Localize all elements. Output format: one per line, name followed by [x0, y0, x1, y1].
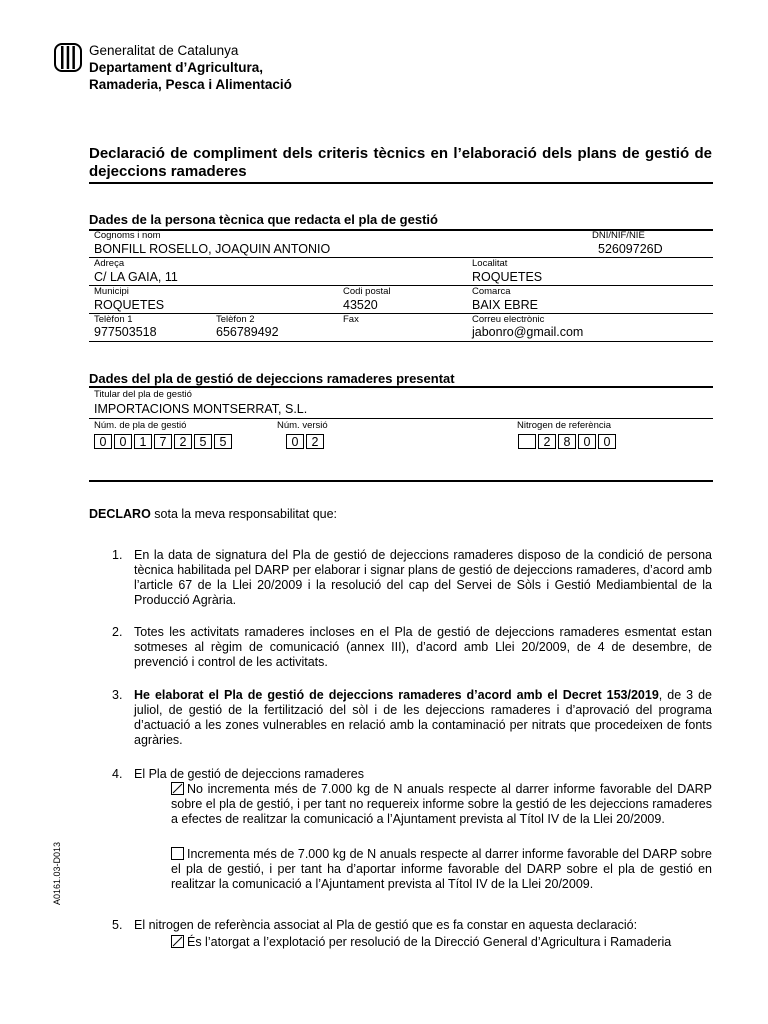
plan-rule-top: [89, 386, 713, 388]
option-increase: [171, 847, 712, 892]
option-no-increase: [171, 782, 712, 827]
row-rule: [89, 285, 713, 286]
region-value: BAIX EBRE: [472, 298, 538, 312]
digit-box: 8: [558, 434, 576, 449]
dni-value: 52609726D: [598, 242, 663, 256]
region-label: Comarca: [472, 286, 511, 297]
increase-text: Incrementa més de 7.000 kg de N anuals respecte al darrer informe favorable del DARP sobre el pla de gestió, i per tant ha d’aportar informe favorable del DARP sobre el pla de gestió en realitzar la comunicació a l’Ajuntament prevista al Títol IV de la Llei 20/2009.: [171, 847, 712, 891]
dept-line1: Departament d’Agricultura,: [89, 60, 264, 75]
plan-section-heading: Dades del pla de gestió de dejeccions ramaderes presentat: [89, 371, 455, 386]
row-rule: [89, 313, 713, 314]
digit-box: 5: [214, 434, 232, 449]
digit-box: 2: [306, 434, 324, 449]
address-label: Adreça: [94, 258, 125, 269]
digit-box: 5: [194, 434, 212, 449]
plan-number-boxes: [94, 434, 234, 449]
item4-text: El Pla de gestió de dejeccions ramaderes: [134, 767, 364, 781]
option-granted: [171, 935, 712, 950]
nitrogen-boxes: [518, 434, 618, 449]
item3-number: 3.: [112, 688, 123, 702]
name-label: Cognoms i nom: [94, 230, 161, 241]
locality-value: ROQUETES: [472, 270, 543, 284]
digit-box: 1: [134, 434, 152, 449]
item2-number: 2.: [112, 625, 123, 639]
nitrogen-label: Nitrogen de referència: [517, 420, 611, 431]
granted-checkbox[interactable]: [171, 935, 184, 948]
postal-code-value: 43520: [343, 298, 378, 312]
holder-label: Titular del pla de gestió: [94, 389, 192, 400]
dept-line2: Ramaderia, Pesca i Alimentació: [89, 77, 292, 92]
form-code: A0161.03-D013: [52, 841, 62, 905]
digit-box: 2: [174, 434, 192, 449]
document-title: Declaració de compliment dels criteris tècnics en l’elaboració dels plans de gestió de dejeccions ramaderes: [89, 145, 712, 180]
item4-number: 4.: [112, 767, 123, 781]
declaro-line: [89, 507, 337, 522]
locality-label: Localitat: [472, 258, 508, 269]
fax-label: Fax: [343, 314, 359, 325]
no-increase-checkbox[interactable]: [171, 782, 184, 795]
municipality-label: Municipi: [94, 286, 129, 297]
digit-box: 0: [286, 434, 304, 449]
item3-rest: , de 3 de juliol, de gestió de la fertilització del sòl i de les dejeccions ramaderes i d’aprovació del programa d’actuació a les zones vulnerables en relació amb la contaminació per nitrats que procedeixen de fonts agràries.: [134, 688, 712, 747]
digit-box: 0: [578, 434, 596, 449]
phone1-label: Telèfon 1: [94, 314, 133, 325]
version-boxes: [286, 434, 326, 449]
item3-bold: He elaborat el Pla de gestió de dejeccions ramaderes d’acord amb el Decret 153/2019: [134, 688, 659, 702]
title-rule: [89, 182, 713, 184]
digit-box: 0: [598, 434, 616, 449]
tech-section-heading: Dades de la persona tècnica que redacta el pla de gestió: [89, 212, 438, 227]
holder-value: IMPORTACIONS MONTSERRAT, S.L.: [94, 402, 308, 416]
digit-box: [518, 434, 536, 449]
phone2-value: 656789492: [216, 325, 279, 339]
digit-box: 2: [538, 434, 556, 449]
generalitat-logo-icon: [54, 43, 82, 72]
row-rule: [89, 418, 713, 419]
email-label: Correu electrònic: [472, 314, 545, 325]
item5-number: 5.: [112, 918, 123, 932]
declaro-rest: sota la meva responsabilitat que:: [150, 507, 338, 521]
item1-text: En la data de signatura del Pla de gestió de dejeccions ramaderes disposo de la condició de persona tècnica habilitada pel DARP per elaborar i signar plans de gestió de dejeccions ramaderes, d’acord amb l’article 67 de la Llei 20/2009 i la resolució del cap del Servei de Sòls i Gestió Mediambiental de la Producció Agrària.: [134, 548, 712, 607]
name-value: BONFILL ROSELLO, JOAQUIN ANTONIO: [94, 242, 331, 256]
phone1-value: 977503518: [94, 325, 157, 339]
phone2-label: Telèfon 2: [216, 314, 255, 325]
item5-text: El nitrogen de referència associat al Pla de gestió que es fa constar en aquesta declaració:: [134, 918, 638, 932]
item1-number: 1.: [112, 548, 123, 562]
plan-number-label: Núm. de pla de gestió: [94, 420, 187, 431]
municipality-value: ROQUETES: [94, 298, 165, 312]
plan-rule-bottom: [89, 480, 713, 482]
digit-box: 7: [154, 434, 172, 449]
row-rule: [89, 257, 713, 258]
declaro-bold: DECLARO: [89, 507, 151, 521]
increase-checkbox[interactable]: [171, 847, 184, 860]
postal-code-label: Codi postal: [343, 286, 391, 297]
address-value: C/ LA GAIA, 11: [94, 270, 178, 284]
item3-text: [134, 688, 712, 748]
org-name: Generalitat de Catalunya: [89, 43, 239, 58]
email-value: jabonro@gmail.com: [472, 325, 584, 339]
digit-box: 0: [94, 434, 112, 449]
version-label: Núm. versió: [277, 420, 328, 431]
granted-text: És l’atorgat a l’explotació per resolució de la Direcció General d’Agricultura i Ramaderia: [187, 935, 672, 949]
row-rule: [89, 341, 713, 342]
dni-label: DNI/NIF/NIE: [592, 230, 645, 241]
digit-box: 0: [114, 434, 132, 449]
no-increase-text: No incrementa més de 7.000 kg de N anuals respecte al darrer informe favorable del DARP sobre el pla de gestió, i per tant no requereix informe sobre la gestió de les dejeccions ramaderes a efectes de realitzar la comunicació a l’Ajuntament prevista al Títol IV de la Llei 20/2009.: [171, 782, 712, 826]
item2-text: Totes les activitats ramaderes incloses en el Pla de gestió de dejeccions ramaderes esmentat estan sotmeses al règim de comunicació (annex III), d’acord amb Llei 20/2009, de 4 de desembre, de prevenció i control de les activitats.: [134, 625, 712, 669]
